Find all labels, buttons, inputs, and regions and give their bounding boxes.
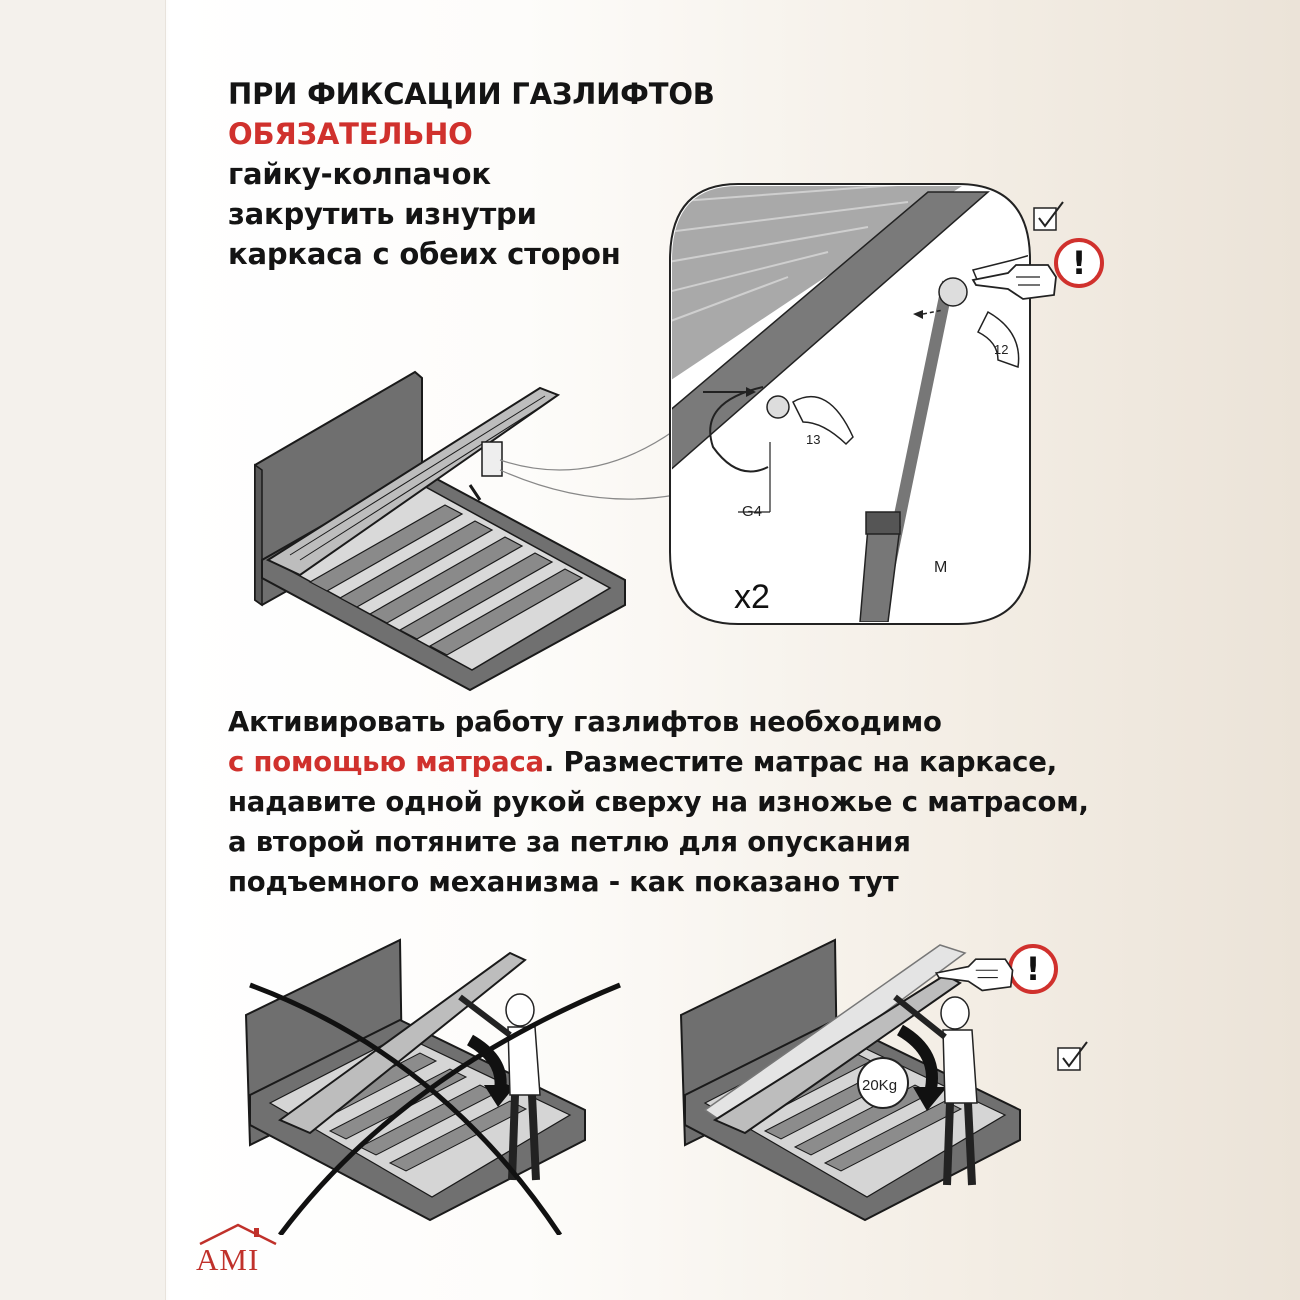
mid-instruction-line-2 <box>228 742 1089 782</box>
pointing-hand-icon <box>968 255 1058 305</box>
mid-instruction-line-3: надавите одной рукой сверху на изножье с матрасом, <box>228 786 1089 818</box>
mid-instruction-line-1: Активировать работу газлифтов необходимо <box>228 706 942 738</box>
part-code-label: G4 <box>742 503 763 520</box>
part-m-label: M <box>934 559 948 576</box>
top-instruction-line-3: гайку-колпачок <box>228 157 491 191</box>
mid-instruction <box>228 702 1089 902</box>
mid-instruction-highlight: с помощью матраса <box>228 746 544 778</box>
warning-symbol: ! <box>1071 244 1087 282</box>
wrench-12-label: 12 <box>994 342 1009 357</box>
warning-symbol-bottom: ! <box>1025 950 1041 988</box>
left-margin-strip <box>0 0 166 1300</box>
mid-instruction-line-2-rest: . Разместите матрас на каркасе, <box>543 746 1057 778</box>
detail-connector <box>490 420 690 510</box>
top-instruction-line-5: каркаса с обеих сторон <box>228 237 621 271</box>
top-instruction-line-4: закрутить изнутри <box>228 197 537 231</box>
gas-lift-detail-callout <box>668 182 1118 627</box>
brand-logo <box>192 1222 284 1282</box>
weight-label: 20Kg <box>862 1077 898 1094</box>
mid-instruction-line-4: а второй потяните за петлю для опускания <box>228 826 911 858</box>
top-instruction-line-1: ПРИ ФИКСАЦИИ ГАЗЛИФТОВ <box>228 77 715 111</box>
multiplier-label: x2 <box>734 578 770 616</box>
brand-logo-text: AMI <box>196 1242 260 1277</box>
top-instruction-highlight: ОБЯЗАТЕЛЬНО <box>228 117 473 151</box>
pointing-hand-icon-bottom <box>930 950 1016 996</box>
wrench-13-label: 13 <box>806 432 821 447</box>
warning-icon <box>1054 238 1104 288</box>
top-instruction <box>228 74 715 274</box>
cross-out-icon <box>240 945 630 1235</box>
mid-instruction-line-5: подъемного механизма - как показано тут <box>228 866 899 898</box>
checkmark-icon-bottom <box>1056 1040 1090 1072</box>
bed-lifted-illustration <box>240 360 680 700</box>
checkmark-icon <box>1032 200 1066 232</box>
